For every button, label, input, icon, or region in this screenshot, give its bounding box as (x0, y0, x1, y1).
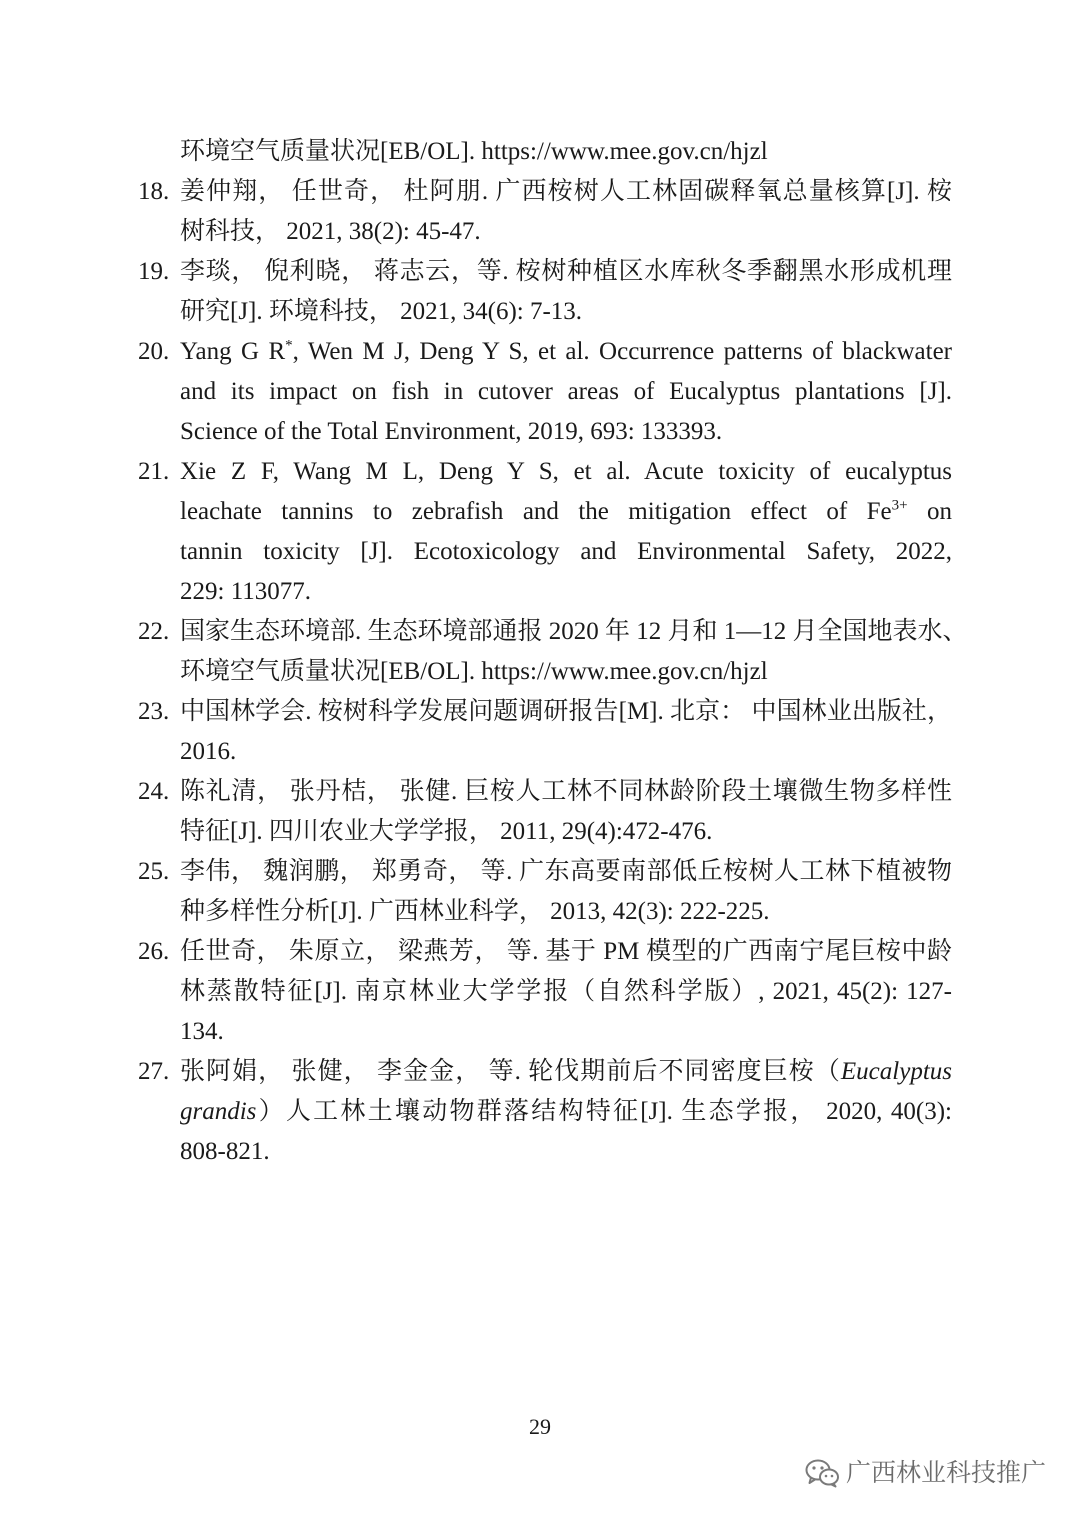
reference-20-line-1 (180, 332, 952, 372)
reference-26-line-2: 林蒸散特征[J]. 南京林业大学学报（自然科学版）, 2021, 45(2): 127- (180, 978, 952, 1005)
reference-23-line-2: 2016. (180, 738, 237, 765)
reference-21-line-2 (180, 492, 952, 532)
reference-26-line-1: 任世奇， 朱原立， 梁燕芳， 等. 基于 PM 模型的广西南宁尾巨桉中龄 (180, 938, 952, 965)
reference-25-line-1: 李伟， 魏润鹏， 郑勇奇， 等. 广东高要南部低丘桉树人工林下植被物 (180, 858, 952, 885)
reference-20-line-1-rest: , Wen M J, Deng Y S, et al. Occurrence patterns of blackwater (292, 338, 952, 365)
reference-23-line-1: 中国林学会. 桉树科学发展问题调研报告[M]. 北京： 中国林业出版社， (180, 698, 952, 725)
reference-22-line-1: 国家生态环境部. 生态环境部通报 2020 年 12 月和 1—12 月全国地表水、 (180, 618, 968, 645)
reference-19-line-2: 研究[J]. 环境科技， 2021, 34(6): 7-13. (180, 298, 583, 325)
species-name-genus: Eucalyptus (840, 1058, 952, 1085)
reference-26-line-3: 134. (180, 1018, 224, 1045)
reference-17-continuation: 环境空气质量状况[EB/OL]. https://www.mee.gov.cn/hjzl (180, 138, 768, 165)
ion-charge-superscript: 3+ (891, 497, 908, 514)
wechat-icon (804, 1458, 840, 1488)
reference-27-line-1 (180, 1052, 952, 1092)
page-number: 29 (529, 1414, 551, 1439)
reference-22-number: 22. (138, 618, 170, 645)
reference-25-number: 25. (138, 858, 170, 885)
reference-27-line-3: 808-821. (180, 1138, 270, 1165)
reference-20-line-3: Science of the Total Environment, 2019, 693: 133393. (180, 418, 723, 445)
reference-20-line-2: and its impact on fish in cutover areas of Eucalyptus plantations [J]. (180, 378, 952, 405)
reference-25-line-2: 种多样性分析[J]. 广西林业科学， 2013, 42(3): 222-225. (180, 898, 770, 925)
reference-21-line-2-b: on (907, 498, 952, 525)
reference-22-line-2: 环境空气质量状况[EB/OL]. https://www.mee.gov.cn/hjzl (180, 658, 768, 685)
reference-27-number: 27. (138, 1058, 170, 1085)
reference-18-line-1: 姜仲翔， 任世奇， 杜阿朋. 广西桉树人工林固碳释氧总量核算[J]. 桉 (180, 178, 952, 205)
reference-27-line-2-b: ）人工林土壤动物群落结构特征[J]. 生态学报， 2020, 40(3): (256, 1098, 952, 1125)
reference-19-line-1: 李琰， 倪利晓， 蒋志云，等. 桉树种植区水库秋冬季翻黑水形成机理 (180, 258, 952, 285)
watermark-text: 广西林业科技推广 (845, 1458, 1046, 1487)
reference-21-line-1: Xie Z F, Wang M L, Deng Y S, et al. Acute toxicity of eucalyptus (180, 458, 952, 485)
reference-24-number: 24. (138, 778, 170, 805)
reference-26-number: 26. (138, 938, 170, 965)
reference-21-line-2-a: leachate tannins to zebrafish and the mitigation effect of Fe (180, 498, 892, 525)
wechat-watermark (804, 1458, 1046, 1488)
reference-21-line-4: 229: 113077. (180, 578, 312, 605)
reference-18-line-2: 树科技， 2021, 38(2): 45-47. (180, 218, 481, 245)
reference-27-line-2 (180, 1092, 952, 1132)
reference-24-line-2: 特征[J]. 四川农业大学学报， 2011, 29(4):472-476. (180, 818, 713, 845)
reference-18-number: 18. (138, 178, 170, 205)
reference-24-line-1: 陈礼清， 张丹桔， 张健. 巨桉人工林不同林龄阶段土壤微生物多样性 (180, 778, 952, 805)
reference-21-line-3: tannin toxicity [J]. Ecotoxicology and Environmental Safety, 2022, (180, 538, 952, 565)
reference-27-line-1-a: 张阿娟， 张健， 李金金， 等. 轮伐期前后不同密度巨桉（ (180, 1058, 841, 1085)
reference-19-number: 19. (138, 258, 170, 285)
reference-20-number: 20. (138, 338, 170, 365)
reference-20-author: Yang G R (180, 338, 286, 365)
reference-21-number: 21. (138, 458, 170, 485)
corresponding-author-mark: * (285, 337, 293, 354)
species-name-epithet: grandis (180, 1098, 257, 1125)
reference-23-number: 23. (138, 698, 170, 725)
